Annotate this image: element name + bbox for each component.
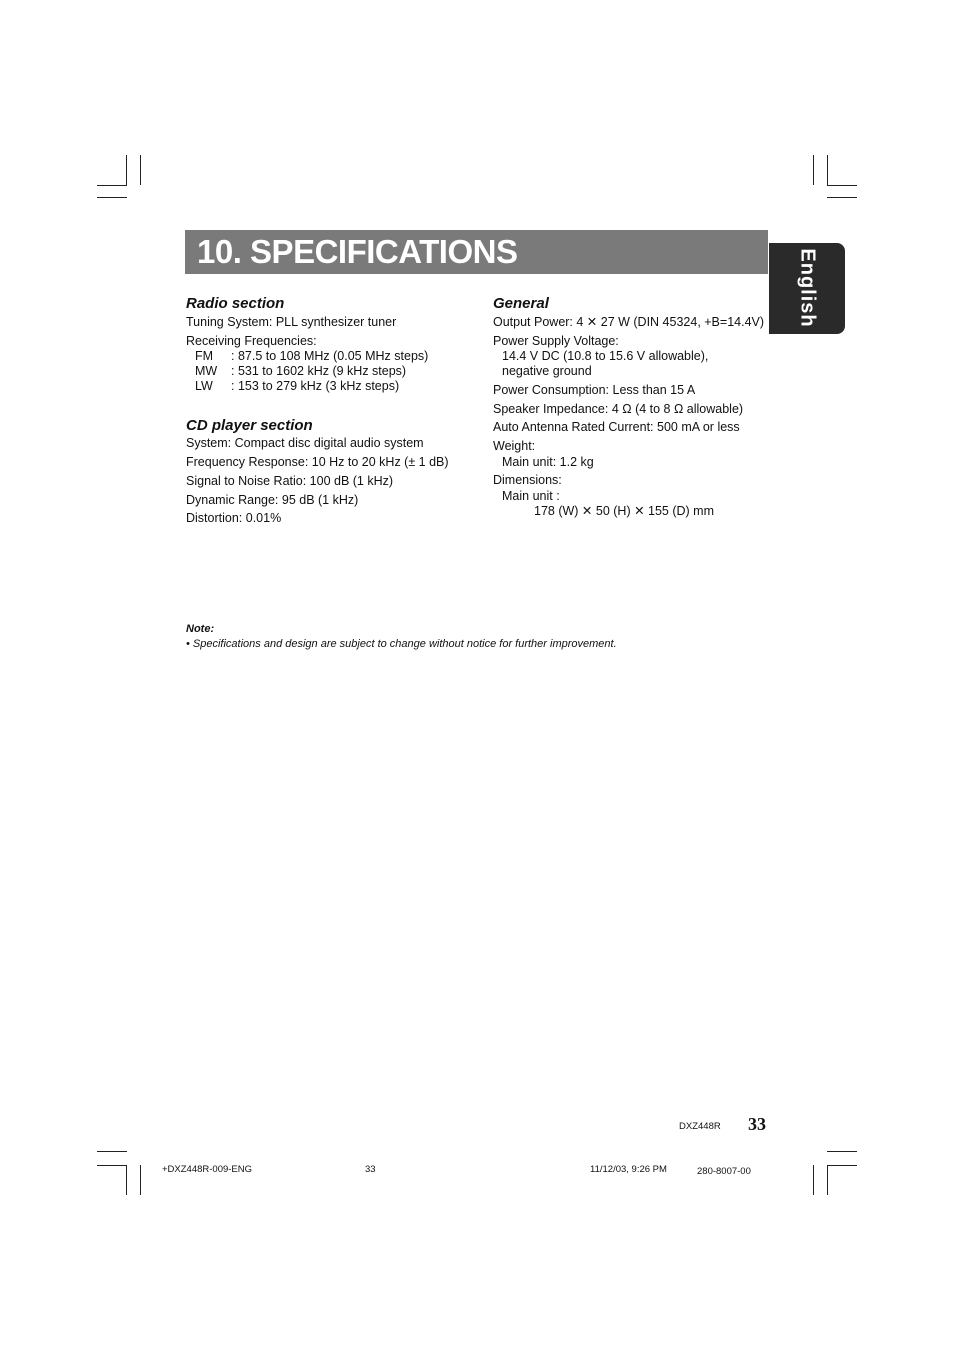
- band-range: : 531 to 1602 kHz (9 kHz steps): [231, 364, 407, 378]
- dimensions-sub: Main unit :: [502, 489, 560, 503]
- dimensions-value: 178 (W) ✕ 50 (H) ✕ 155 (D) mm: [534, 504, 714, 518]
- page-title: 10. SPECIFICATIONS: [197, 233, 518, 270]
- language-tab: [769, 243, 845, 334]
- antenna-current: Auto Antenna Rated Current: 500 mA or less: [493, 420, 740, 434]
- language-label: English: [796, 248, 819, 328]
- supply-value: 14.4 V DC (10.8 to 15.6 V allowable),: [502, 349, 709, 363]
- file-name: +DXZ448R-009-ENG: [162, 1164, 253, 1175]
- crop-mark: [140, 155, 141, 185]
- note-text: • Specifications and design are subject to change without notice for further improvement.: [186, 638, 617, 650]
- supply-value: negative ground: [502, 364, 592, 378]
- crop-mark: [126, 155, 127, 185]
- weight-value: Main unit: 1.2 kg: [502, 455, 594, 469]
- supply-label: Power Supply Voltage:: [493, 334, 619, 348]
- general-heading: General: [493, 295, 549, 312]
- cd-spec: Frequency Response: 10 Hz to 20 kHz (± 1 dB): [186, 455, 449, 469]
- crop-mark: [97, 1151, 127, 1152]
- band-name: FM: [195, 349, 214, 363]
- crop-mark: [813, 155, 814, 185]
- timestamp: 11/12/03, 9:26 PM: [590, 1164, 667, 1175]
- crop-mark: [827, 1151, 857, 1152]
- title-bar: [185, 230, 768, 274]
- cd-spec: Dynamic Range: 95 dB (1 kHz): [186, 493, 359, 507]
- output-power: Output Power: 4 ✕ 27 W (DIN 45324, +B=14.4V): [493, 315, 765, 329]
- band-range: : 153 to 279 kHz (3 kHz steps): [231, 379, 400, 393]
- crop-mark: [827, 155, 828, 185]
- band-name: LW: [195, 379, 213, 393]
- band-range: : 87.5 to 108 MHz (0.05 MHz steps): [231, 349, 429, 363]
- crop-mark: [827, 1165, 857, 1166]
- dimensions-label: Dimensions:: [493, 473, 562, 487]
- crop-mark: [97, 1165, 127, 1166]
- cd-heading: CD player section: [186, 417, 313, 434]
- crop-mark: [827, 1165, 828, 1195]
- weight-label: Weight:: [493, 439, 536, 453]
- crop-mark: [97, 197, 127, 198]
- band-name: MW: [195, 364, 218, 378]
- speaker-impedance: Speaker Impedance: 4 Ω (4 to 8 Ω allowable): [493, 402, 744, 416]
- crop-mark: [140, 1165, 141, 1195]
- part-code: 280-8007-00: [697, 1166, 751, 1177]
- page-number: 33: [748, 1114, 766, 1134]
- cd-spec: Signal to Noise Ratio: 100 dB (1 kHz): [186, 474, 394, 488]
- crop-mark: [813, 1165, 814, 1195]
- crop-mark: [97, 185, 127, 186]
- tuning-system: Tuning System: PLL synthesizer tuner: [186, 315, 397, 329]
- cd-spec: System: Compact disc digital audio system: [186, 436, 424, 450]
- radio-heading: Radio section: [186, 295, 285, 312]
- cd-spec: Distortion: 0.01%: [186, 511, 282, 525]
- crop-mark: [126, 1165, 127, 1195]
- crop-mark: [827, 185, 857, 186]
- file-page: 33: [365, 1164, 376, 1175]
- note-heading: Note:: [186, 623, 215, 635]
- receiving-label: Receiving Frequencies:: [186, 334, 317, 348]
- crop-mark: [827, 197, 857, 198]
- model-number: DXZ448R: [679, 1121, 721, 1132]
- power-consumption: Power Consumption: Less than 15 A: [493, 383, 696, 397]
